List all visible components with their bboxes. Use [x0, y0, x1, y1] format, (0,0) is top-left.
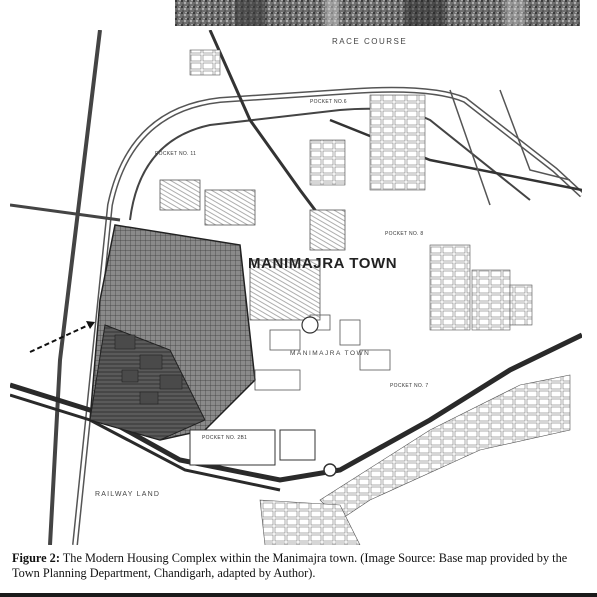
label-pocket-11: POCKET NO. 11 — [155, 151, 197, 157]
caption-text: The Modern Housing Complex within the Manimajra town. (Image Source: Base map provided by the Town Planning Department, Chandigarh, adapted by Author). — [12, 551, 568, 580]
label-pocket-8: POCKET NO. 8 — [385, 231, 424, 237]
aerial-photo-strip — [175, 0, 580, 26]
caption-figure-label: Figure 2: — [12, 551, 60, 565]
label-railway-land: RAILWAY LAND — [95, 491, 161, 498]
label-race-course: RACE COURSE — [332, 37, 408, 46]
map — [10, 30, 582, 545]
label-pocket-7: POCKET NO. 7 — [390, 383, 429, 389]
bottom-rule — [0, 593, 597, 597]
map-title: MANIMAJRA TOWN — [248, 255, 398, 272]
label-pocket-6: POCKET NO.6 — [310, 99, 347, 105]
label-manimajra-town-road: MANIMAJRA TOWN — [290, 350, 371, 357]
figure-caption — [12, 551, 586, 581]
label-pocket-2b1: POCKET NO. 2B1 — [202, 435, 248, 441]
